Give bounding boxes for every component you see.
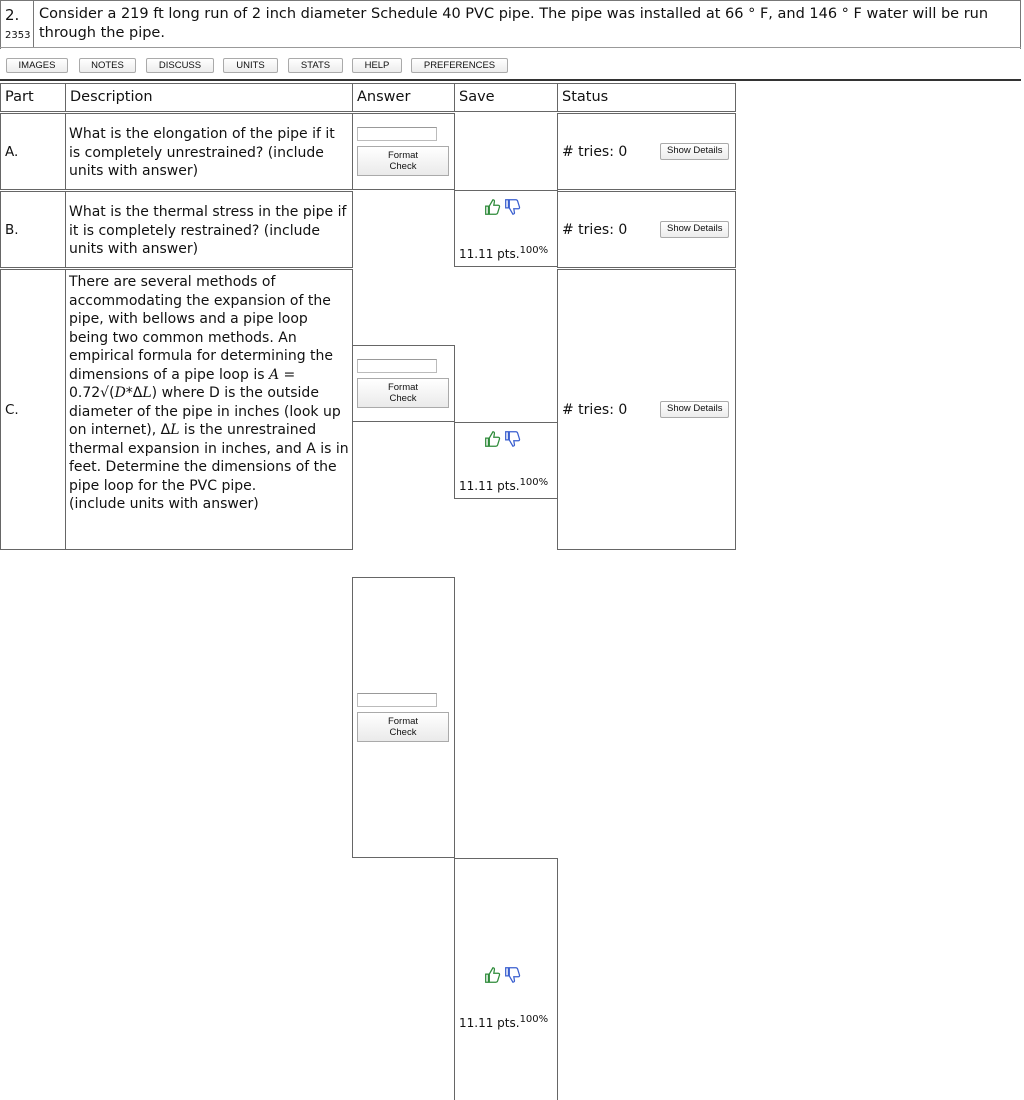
points-value: 11.11 pts.$^{100\%}$	[459, 1014, 549, 1030]
tries-count: # tries: 0	[562, 143, 628, 160]
part-description: What is the elongation of the pipe if it is completely unrestrained? (include units with answer)	[65, 113, 353, 190]
question-number: 2.	[5, 6, 20, 24]
thumbs-down-icon[interactable]	[503, 198, 521, 216]
save-cell	[454, 190, 558, 267]
stats-button[interactable]: STATS	[288, 58, 343, 73]
images-button[interactable]: IMAGES	[6, 58, 68, 73]
parts-table	[0, 83, 736, 1030]
save-cell	[454, 422, 558, 499]
points-value: 11.11 pts.$^{100\%}$	[459, 477, 549, 493]
question-text: Consider a 219 ft long run of 2 inch diameter Schedule 40 PVC pipe. The pipe was installed at 66 ° F, and 146 ° F water will be run through the pipe.	[39, 6, 989, 41]
preferences-button[interactable]: PREFERENCES	[411, 58, 508, 73]
help-button[interactable]: HELP	[352, 58, 402, 73]
points-value: 11.11 pts.$^{100\%}$	[459, 245, 549, 261]
units-button[interactable]: UNITS	[223, 58, 278, 73]
thumbs-up-icon[interactable]	[483, 198, 501, 216]
header-answer: Answer	[352, 83, 455, 112]
part-label: B.	[0, 191, 66, 268]
header-description: Description	[65, 83, 353, 112]
status-cell	[557, 191, 736, 268]
notes-button[interactable]: NOTES	[79, 58, 136, 73]
answer-input[interactable]	[357, 127, 437, 141]
part-label: C.	[0, 269, 66, 550]
discuss-button[interactable]: DISCUSS	[146, 58, 214, 73]
show-details-button[interactable]: Show Details	[660, 221, 729, 238]
question-id: 2353	[5, 30, 31, 41]
header-divider	[33, 0, 34, 47]
question-toolbar	[0, 49, 1021, 81]
answer-input[interactable]	[357, 693, 437, 707]
header-save: Save	[454, 83, 558, 112]
part-label: A.	[0, 113, 66, 190]
thumbs-down-icon[interactable]	[503, 966, 521, 984]
show-details-button[interactable]: Show Details	[660, 401, 729, 418]
thumbs-up-icon[interactable]	[483, 966, 501, 984]
show-details-button[interactable]: Show Details	[660, 143, 729, 160]
part-description: There are several methods of accommodating the expansion of the pipe, with bellows and a pipe loop being two common methods. An empirical formula for determining the dimensions of a pipe loop is A = 0.72√(D*ΔL) where D is the outside diameter of the pipe in inches (look up on internet), ΔL is the unrestrained thermal expansion in inches, and A is in feet. Determine the dimensions of the pipe loop for the PVC pipe. (include units with answer)	[65, 269, 353, 550]
save-cell	[454, 858, 558, 1100]
status-cell	[557, 269, 736, 550]
answer-cell	[352, 113, 455, 190]
header-part: Part	[0, 83, 66, 112]
thumbs-down-icon[interactable]	[503, 430, 521, 448]
tries-count: # tries: 0	[562, 221, 628, 238]
answer-cell	[352, 345, 455, 422]
part-description: What is the thermal stress in the pipe if it is completely restrained? (include units with answer)	[65, 191, 353, 268]
format-check-button[interactable]: Format Check	[357, 378, 449, 408]
format-check-button[interactable]: Format Check	[357, 712, 449, 742]
answer-cell	[352, 577, 455, 858]
tries-count: # tries: 0	[562, 401, 628, 418]
status-cell	[557, 113, 736, 190]
format-check-button[interactable]: Format Check	[357, 146, 449, 176]
question-header	[0, 0, 1021, 48]
thumbs-up-icon[interactable]	[483, 430, 501, 448]
answer-input[interactable]	[357, 359, 437, 373]
header-status: Status	[557, 83, 736, 112]
